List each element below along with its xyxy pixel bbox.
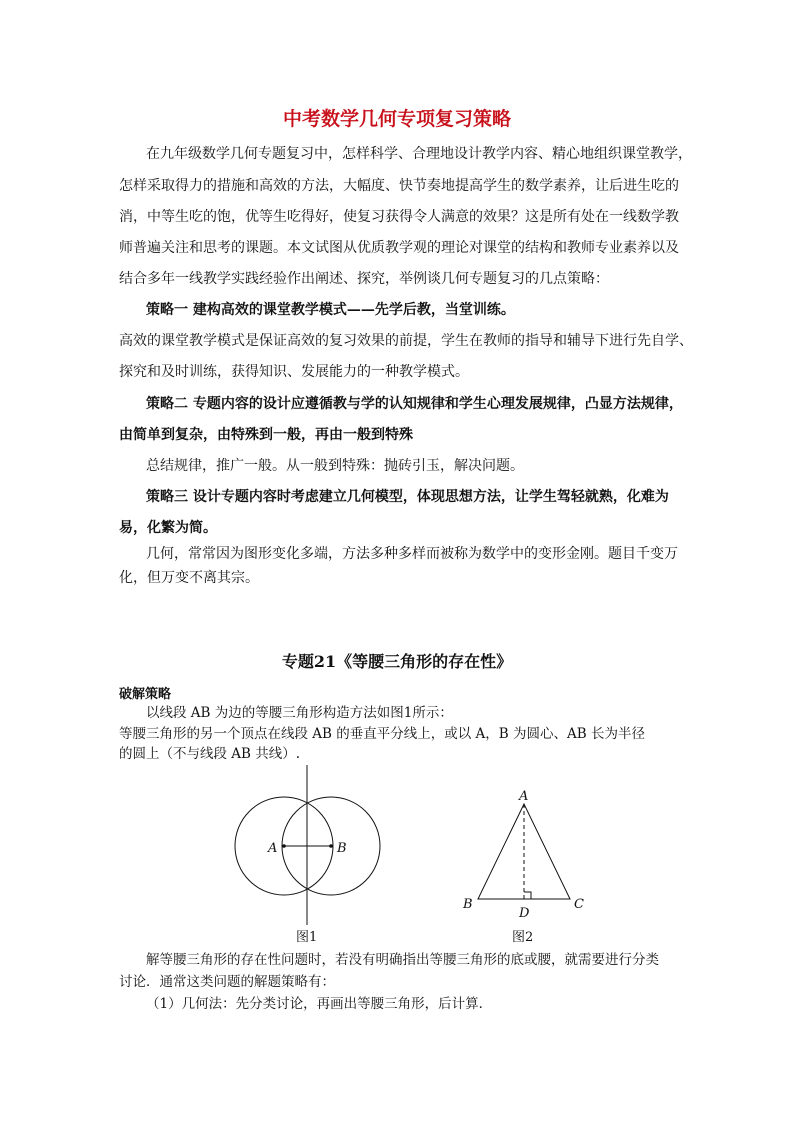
strategy3-line: 化，但万变不离其宗。	[119, 570, 259, 586]
strategy3-heading: 易，化繁为简。	[119, 520, 217, 536]
body-line: 的圆上（不与线段 AB 共线）.	[119, 746, 301, 762]
sub-heading: 破解策略	[119, 687, 172, 702]
intro-line: 怎样采取得力的措施和高效的方法，大幅度、快节奏地提高学生的数学素养，让后进生吃的	[119, 178, 679, 194]
intro-line: 结合多年一线教学实践经验作出阐述、探究，举例谈几何专题复习的几点策略：	[119, 271, 609, 287]
after-line: 讨论．通常这类问题的解题策略有：	[119, 974, 335, 990]
strategy3-line: 几何，常常因为图形变化多端，方法多种多样而被称为数学中的变形金刚。题目千变万	[146, 546, 678, 562]
fig2-label-b: B	[463, 897, 473, 912]
fig1-caption: 图1	[296, 930, 318, 945]
strategy1-line: 探究和及时训练，获得知识、发展能力的一种教学模式。	[119, 364, 469, 380]
after-line: 解等腰三角形的存在性问题时，若没有明确指出等腰三角形的底或腰，就需要进行分类	[146, 952, 659, 968]
body-line: 等腰三角形的另一个顶点在线段 AB 的垂直平分线上，或以 A，B 为圆心、AB 长为半径	[119, 726, 645, 742]
intro-line: 消，中等生吃的饱，优等生吃得好，使复习获得令人满意的效果？这是所有处在一线数学教	[119, 209, 679, 225]
fig1-label-a: A	[268, 841, 278, 856]
fig2-label-d: D	[519, 906, 530, 921]
fig1-label-b: B	[337, 841, 347, 856]
intro-line: 在九年级数学几何专题复习中，怎样科学、合理地设计教学内容、精心地组织课堂教学，	[146, 146, 692, 162]
fig2-caption: 图2	[512, 930, 534, 945]
strategy2-heading: 策略二 专题内容的设计应遵循教与学的认知规律和学生心理发展规律，凸显方法规律，	[146, 396, 683, 412]
strategy1-heading: 策略一 建构高效的课堂教学模式——先学后教，当堂训练。	[146, 302, 515, 318]
strategy2-heading: 由简单到复杂，由特殊到一般，再由一般到特殊	[119, 427, 413, 443]
intro-line: 师普遍关注和思考的课题。本文试图从优质教学观的理论对课堂的结构和教师专业素养以及	[119, 240, 679, 256]
point-b	[329, 844, 333, 848]
figure-2	[462, 789, 584, 945]
strategy2-body: 总结规律，推广一般。从一般到特殊：抛砖引玉，解决问题。	[146, 458, 524, 474]
point-a	[282, 844, 286, 848]
body-line: 以线段 AB 为边的等腰三角形构造方法如图1所示：	[146, 705, 453, 721]
strategy1-line: 高效的课堂教学模式是保证高效的复习效果的前提，学生在教师的指导和辅导下进行先自学、	[119, 333, 693, 349]
section-title: 专题21《等腰三角形的存在性》	[281, 652, 513, 671]
fig2-label-c: C	[574, 897, 584, 912]
right-angle-mark	[524, 892, 531, 899]
method-1: （1）几何法：先分类讨论，再画出等腰三角形，后计算．	[146, 996, 493, 1012]
figure-1	[235, 765, 380, 945]
fig2-label-a: A	[519, 789, 529, 804]
doc-title: 中考数学几何专项复习策略	[282, 108, 511, 130]
strategy3-heading: 策略三 设计专题内容时考虑建立几何模型，体现思想方法，让学生驾轻就熟，化难为	[146, 489, 669, 505]
